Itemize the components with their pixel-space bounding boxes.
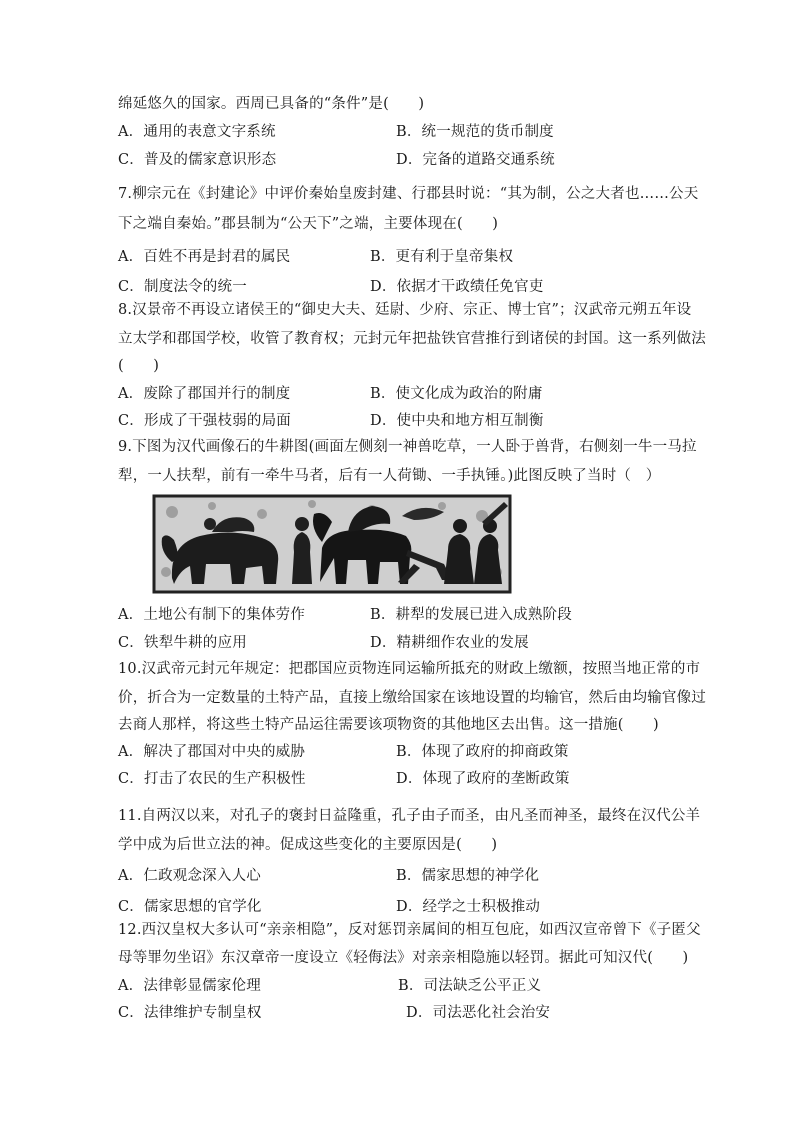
q6-option-b[interactable]: B．统一规范的货币制度 [396, 124, 554, 140]
q6-option-c[interactable]: C．普及的儒家意识形态 [118, 152, 277, 168]
q9-option-b[interactable]: B．耕犁的发展已进入成熟阶段 [370, 607, 572, 623]
q12-stem-line-2: 母等罪勿坐诏》东汉章帝一度设立《轻侮法》对亲亲相隐施以轻罚。据此可知汉代( ) [118, 950, 689, 966]
q7-option-b[interactable]: B．更有利于皇帝集权 [370, 249, 514, 265]
q8-option-a[interactable]: A．废除了郡国并行的制度 [118, 386, 291, 402]
q7-option-a[interactable]: A．百姓不再是封君的属民 [118, 249, 291, 265]
q10-stem-line-3: 去商人那样，将这些土特产品运往需要该项物资的其他地区去出售。这一措施( ) [118, 717, 659, 733]
q11-option-b[interactable]: B．儒家思想的神学化 [396, 868, 540, 884]
q7-stem-line-1: 7.柳宗元在《封建论》中评价秦始皇废封建、行郡县时说：“其为制，公之大者也……公天 [118, 186, 699, 202]
q12-option-d[interactable]: D．司法恶化社会治安 [406, 1005, 551, 1021]
q6-option-a[interactable]: A．通用的表意文字系统 [118, 124, 276, 140]
q9-option-c[interactable]: C．铁犁牛耕的应用 [118, 635, 247, 651]
q7-stem-line-2: 下之端自秦始。”郡县制为“公天下”之端，主要体现在( ) [118, 216, 499, 232]
han-stone-relief-ox-plowing-image [152, 492, 512, 596]
q10-option-c[interactable]: C．打击了农民的生产积极性 [118, 771, 306, 787]
q8-stem-line-2: 立太学和郡国学校，收管了教育权；元封元年把盐铁官营推行到诸侯的封国。这一系列做法 [118, 331, 706, 347]
q12-option-a[interactable]: A．法律彰显儒家伦理 [118, 978, 261, 994]
q8-option-c[interactable]: C．形成了干强枝弱的局面 [118, 413, 291, 429]
q12-option-b[interactable]: B．司法缺乏公平正义 [398, 978, 542, 994]
q8-stem-line-1: 8.汉景帝不再设立诸侯王的“御史大夫、廷尉、少府、宗正、博士官”；汉武帝元朔五年设 [118, 302, 692, 318]
q11-option-a[interactable]: A．仁政观念深入人心 [118, 868, 261, 884]
q8-option-b[interactable]: B．使文化成为政治的附庸 [370, 386, 543, 402]
q10-option-a[interactable]: A．解决了郡国对中央的威胁 [118, 744, 306, 760]
q10-option-d[interactable]: D．体现了政府的垄断政策 [396, 771, 570, 787]
q12-stem-line-1: 12.西汉皇权大多认可“亲亲相隐”，反对惩罚亲属间的相互包庇，如西汉宣帝曾下《子匿父 [118, 922, 701, 938]
q10-option-b[interactable]: B．体现了政府的抑商政策 [396, 744, 569, 760]
q7-option-c[interactable]: C．制度法令的统一 [118, 279, 247, 295]
q8-stem-line-3: ( ) [118, 358, 160, 374]
q6-stem: 绵延悠久的国家。西周已具备的“条件”是( ) [118, 96, 425, 112]
q9-option-a[interactable]: A．土地公有制下的集体劳作 [118, 607, 306, 623]
q9-stem-line-2: 犁，一人扶犁，前有一牵牛马者，后有一人荷锄、一手执锤。)此图反映了当时（ ） [118, 468, 661, 484]
q11-option-c[interactable]: C．儒家思想的官学化 [118, 899, 262, 915]
q6-option-d[interactable]: D．完备的道路交通系统 [396, 152, 555, 168]
q9-stem-line-1: 9.下图为汉代画像石的牛耕图(画面左侧刻一神兽吃草，一人卧于兽背，右侧刻一牛一马拉 [118, 439, 697, 455]
q7-option-d[interactable]: D．依据才干政绩任免官吏 [370, 279, 544, 295]
q11-stem-line-1: 11.自两汉以来，对孔子的褒封日益隆重，孔子由子而圣，由凡圣而神圣，最终在汉代公羊 [118, 808, 701, 824]
q11-stem-line-2: 学中成为后世立法的神。促成这些变化的主要原因是( ) [118, 837, 498, 853]
q8-option-d[interactable]: D．使中央和地方相互制衡 [370, 413, 544, 429]
q10-stem-line-1: 10.汉武帝元封元年规定：把郡国应贡物连同运输所抵充的财政上缴额，按照当地正常的市 [118, 661, 701, 677]
q9-option-d[interactable]: D．精耕细作农业的发展 [370, 635, 529, 651]
q12-option-c[interactable]: C．法律维护专制皇权 [118, 1005, 262, 1021]
q10-stem-line-2: 价，折合为一定数量的土特产品，直接上缴给国家在该地设置的均输官，然后由均输官像过 [118, 690, 706, 706]
q11-option-d[interactable]: D．经学之士积极推动 [396, 899, 541, 915]
